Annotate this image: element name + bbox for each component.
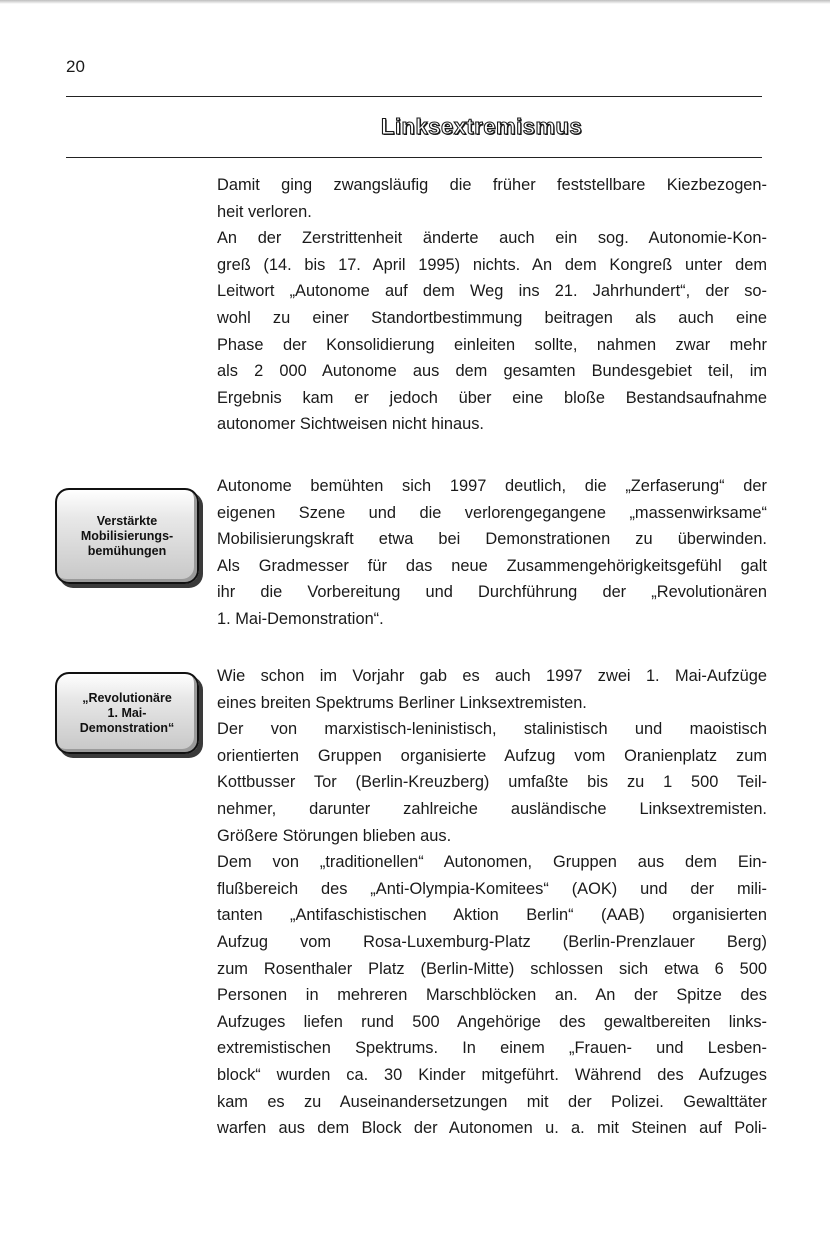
text-line: warfen aus dem Block der Autonomen u. a. mit Steinen auf Poli- xyxy=(217,1119,767,1138)
running-head xyxy=(0,114,830,144)
text-line: Als Gradmesser für das neue Zusammengehörigkeitsgefühl galt xyxy=(217,556,767,575)
text-line: Größere Störungen blieben aus. xyxy=(217,826,452,845)
text-line: block“ wurden ca. 30 Kinder mitgeführt. Während des Aufzuges xyxy=(217,1065,767,1084)
header-rule-top xyxy=(66,96,762,97)
margin-label-line: Demonstration“ xyxy=(79,720,175,735)
text-line: tanten „Antifaschistischen Aktion Berlin“ (AAB) organisierten xyxy=(217,906,767,925)
scan-top-edge xyxy=(0,0,830,4)
page-number: 20 xyxy=(66,57,85,76)
margin-label-revolutionaere-mai xyxy=(55,672,199,754)
text-line: extremistischen Spektrums. In einem „Frauen- und Lesben- xyxy=(217,1039,767,1058)
text-line: Autonome bemühten sich 1997 deutlich, die „Zerfaserung“ der xyxy=(217,477,767,495)
running-head-title: Linksextremismus xyxy=(381,114,583,139)
margin-label-line: „Revolutionäre xyxy=(82,690,172,705)
text-line: wohl zu einer Standortbestimmung beitragen als auch eine xyxy=(217,308,767,327)
text-line: Leitwort „Autonome auf dem Weg ins 21. Jahrhundert“, der so- xyxy=(217,282,767,301)
text-line: heit verloren. xyxy=(217,202,312,221)
text-block-mobilisierung xyxy=(217,473,767,633)
text-line: Wie schon im Vorjahr gab es auch 1997 zwei 1. Mai-Aufzüge xyxy=(217,667,767,685)
text-line: Ergebnis kam er jedoch über eine bloße Bestandsaufnahme xyxy=(217,388,767,407)
text-line: orientierten Gruppen organisierte Aufzug vom Oranienplatz zum xyxy=(217,746,767,765)
text-line: Mobilisierungskraft etwa bei Demonstrationen zu überwinden. xyxy=(217,530,767,549)
text-line: zum Rosenthaler Platz (Berlin-Mitte) schlossen sich etwa 6 500 xyxy=(217,959,767,978)
text-line: greß (14. bis 17. April 1995) nichts. An dem Kongreß unter dem xyxy=(217,255,767,274)
margin-label-line: bemühungen xyxy=(87,543,167,558)
margin-label-mobilisierung xyxy=(55,488,199,584)
text-line: Kottbusser Tor (Berlin-Kreuzberg) umfaßte bis zu 1 500 Teil- xyxy=(217,773,767,792)
text-line: Damit ging zwangsläufig die früher feststellbare Kiezbezogen- xyxy=(217,176,767,194)
margin-label-line: 1. Mai- xyxy=(107,705,147,720)
text-line: Dem von „traditionellen“ Autonomen, Gruppen aus dem Ein- xyxy=(217,853,767,872)
text-line: flußbereich des „Anti-Olympia-Komitees“ (AOK) und der mili- xyxy=(217,879,767,898)
text-line: eigenen Szene und die verlorengegangene „massenwirksame“ xyxy=(217,503,767,522)
margin-label-line: Mobilisierungs- xyxy=(80,528,174,543)
text-line: eines breiten Spektrums Berliner Linksextremisten. xyxy=(217,693,587,712)
text-line: nehmer, darunter zahlreiche ausländische Linksextremisten. xyxy=(217,799,767,818)
text-line: Der von marxistisch-leninistisch, stalinistisch und maoistisch xyxy=(217,720,767,739)
text-line: An der Zerstrittenheit änderte auch ein sog. Autonomie-Kon- xyxy=(217,229,767,248)
text-line: 1. Mai-Demonstration“. xyxy=(217,609,384,628)
text-line: Phase der Konsolidierung einleiten sollte, nahmen zwar mehr xyxy=(217,335,767,354)
header-rule-bottom xyxy=(66,157,762,158)
margin-label-line: Verstärkte xyxy=(96,513,158,528)
text-line: kam es zu Auseinandersetzungen mit der Polizei. Gewalttäter xyxy=(217,1092,767,1111)
text-line: als 2 000 Autonome aus dem gesamten Bundesgebiet teil, im xyxy=(217,362,767,381)
text-block-mai-aufzuege xyxy=(217,663,767,1142)
text-line: ihr die Vorbereitung und Durchführung der „Revolutionären xyxy=(217,583,767,602)
text-line: Aufzug vom Rosa-Luxemburg-Platz (Berlin-Prenzlauer Berg) xyxy=(217,932,767,951)
text-line: Personen in mehreren Marschblöcken an. An der Spitze des xyxy=(217,986,767,1005)
text-line: autonomer Sichtweisen nicht hinaus. xyxy=(217,415,484,434)
text-block-kiez xyxy=(217,172,767,438)
text-line: Aufzuges liefen rund 500 Angehörige des gewaltbereiten links- xyxy=(217,1012,767,1031)
